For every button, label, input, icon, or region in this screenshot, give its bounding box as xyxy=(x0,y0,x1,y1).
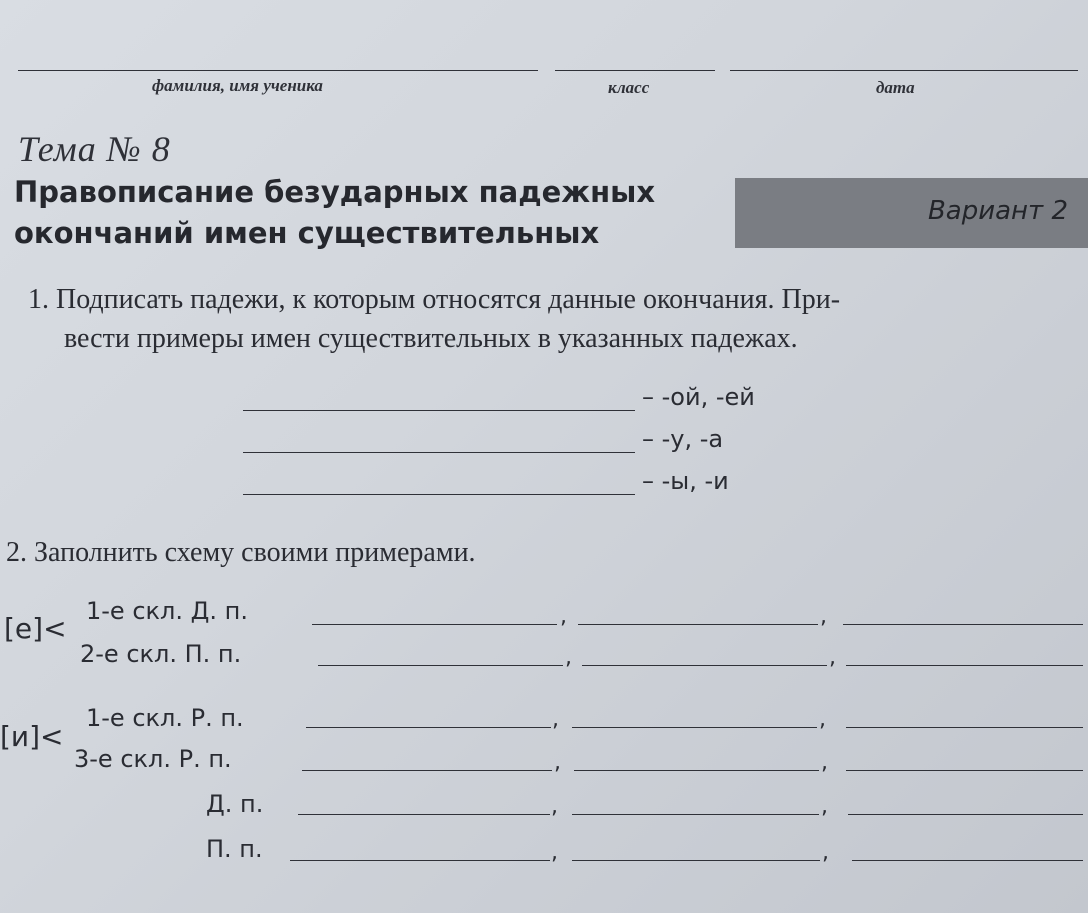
task1-instruction-line1: 1. Подписать падежи, к которым относятся данные окончания. При- xyxy=(28,284,841,315)
example-line-i1-3[interactable] xyxy=(846,727,1083,728)
example-line-i2-2[interactable] xyxy=(574,770,819,771)
bracket-e: [е]< xyxy=(4,612,67,645)
ending-label-1: – -ой, -ей xyxy=(642,383,755,411)
topic-title-line2: окончаний имен существительных xyxy=(14,216,600,250)
comma: , xyxy=(822,840,829,865)
example-line-i1-2[interactable] xyxy=(572,727,817,728)
example-line-i2-1[interactable] xyxy=(302,770,552,771)
comma: , xyxy=(554,750,561,775)
example-line-e2-3[interactable] xyxy=(846,665,1083,666)
example-line-e2-1[interactable] xyxy=(318,665,563,666)
class-caption: класс xyxy=(608,78,650,97)
example-line-e2-2[interactable] xyxy=(582,665,827,666)
case-answer-line-3[interactable] xyxy=(243,494,635,495)
example-line-i4-1[interactable] xyxy=(290,860,550,861)
row-label-i-4: П. п. xyxy=(206,835,263,863)
comma: , xyxy=(820,604,827,629)
row-label-i-2: 3-е скл. Р. п. xyxy=(74,745,232,773)
class-line[interactable] xyxy=(555,70,715,71)
row-label-e-1: 1-е скл. Д. п. xyxy=(86,597,248,625)
example-line-i4-2[interactable] xyxy=(572,860,820,861)
comma: , xyxy=(821,794,828,819)
student-name-caption: фамилия, имя ученика xyxy=(152,76,323,95)
variant-label: Вариант 2 xyxy=(927,196,1068,226)
example-line-e1-3[interactable] xyxy=(843,624,1083,625)
variant-banner xyxy=(735,178,1088,248)
row-label-i-1: 1-е скл. Р. п. xyxy=(86,704,244,732)
comma: , xyxy=(565,645,572,670)
comma: , xyxy=(560,604,567,629)
student-name-line[interactable] xyxy=(18,70,538,71)
example-line-e1-1[interactable] xyxy=(312,624,557,625)
task2-instruction: 2. Заполнить схему своими примерами. xyxy=(6,537,476,568)
example-line-i4-3[interactable] xyxy=(852,860,1083,861)
comma: , xyxy=(552,707,559,732)
ending-label-2: – -у, -а xyxy=(642,425,724,453)
topic-number: Тема № 8 xyxy=(18,129,171,169)
example-line-i1-1[interactable] xyxy=(306,727,551,728)
ending-label-3: – -ы, -и xyxy=(642,467,729,495)
comma: , xyxy=(819,707,826,732)
example-line-i3-2[interactable] xyxy=(572,814,819,815)
date-line[interactable] xyxy=(730,70,1078,71)
bracket-i: [и]< xyxy=(0,720,64,753)
case-answer-line-1[interactable] xyxy=(243,410,635,411)
row-label-i-3: Д. п. xyxy=(206,790,264,818)
topic-title-line1: Правописание безударных падежных xyxy=(14,175,656,209)
comma: , xyxy=(551,840,558,865)
row-label-e-2: 2-е скл. П. п. xyxy=(80,640,242,668)
example-line-i3-3[interactable] xyxy=(848,814,1083,815)
comma: , xyxy=(551,794,558,819)
comma: , xyxy=(821,750,828,775)
case-answer-line-2[interactable] xyxy=(243,452,635,453)
example-line-e1-2[interactable] xyxy=(578,624,818,625)
date-caption: дата xyxy=(876,78,915,97)
comma: , xyxy=(829,645,836,670)
example-line-i2-3[interactable] xyxy=(846,770,1083,771)
example-line-i3-1[interactable] xyxy=(298,814,550,815)
task1-instruction-line2: вести примеры имен существительных в указанных падежах. xyxy=(64,323,798,354)
